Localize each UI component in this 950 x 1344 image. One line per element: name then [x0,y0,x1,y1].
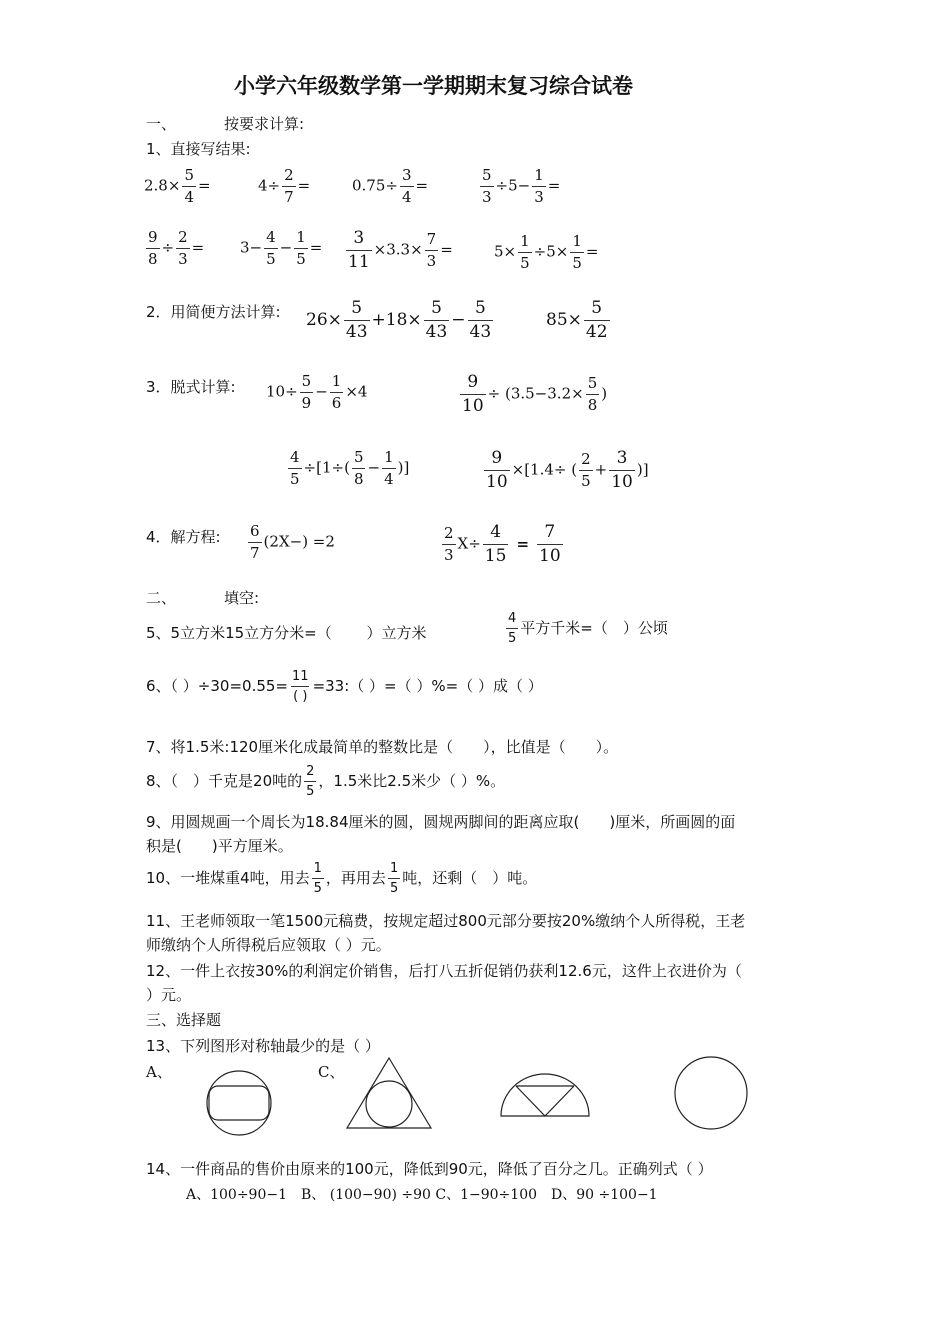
q1-r1-d: $\frac{5}{3}$ ÷5− $\frac{1}{3}$ = [482,166,561,206]
shape-triangle-with-circle [344,1056,434,1132]
shape-semicircle-with-triangle [498,1072,592,1120]
q1-r1-c: 0.75÷ $\frac{3}{4}$ = [352,166,429,206]
q9-line-2: 积是( )平方厘米。 [146,837,293,855]
section-1-heading: 一、 按要求计算: [146,115,305,133]
q12-line-2: ）元。 [146,986,192,1004]
section-2-heading: 二、 填空: [146,589,260,607]
q13-option-c-label: C、 [318,1063,345,1081]
q3-expr-c: $\frac{4}{5}$ ÷[1÷( $\frac{5}{8}$ − $\frac{1}{4}$ )] [290,448,410,488]
q8: 8、（ ）千克是20吨的 $\frac{2}{5}$ ，1.5米比2.5米少（ ）%。 [146,764,506,799]
q3-expr-a: 10÷ $\frac{5}{9}$ − $\frac{1}{6}$ ×4 [266,372,368,412]
q2-label: 2．用简便方法计算: [146,303,281,321]
section-3-heading: 三、选择题 [146,1011,222,1029]
q11-line-2: 师缴纳个人所得税后应领取（ ）元。 [146,936,391,954]
q3-label: 3．脱式计算: [146,378,236,396]
q14-options: A、100÷90−1 B、 (100−90) ÷90 C、1−90÷100 D、90 ÷100−1 [186,1187,658,1203]
shape-circle-with-rectangle [204,1068,274,1138]
q1-r2-d: 5× $\frac{1}{5}$ ÷5× $\frac{1}{5}$ = [494,232,599,272]
shape-circle [672,1054,750,1132]
q7: 7、将1.5米:120厘米化成最简单的整数比是（ ），比值是（ ）。 [146,738,619,756]
q6: 6、（ ）÷30=0.55= $\frac{11}{( )}$ =33:（ ）=（ ）%=（ ）成（ ） [146,669,543,704]
q13-option-a-label: A、 [146,1063,172,1081]
q4-eq-a: $\frac{6}{7}$ (2X−) =2 [250,522,335,562]
q5-part-a: 5、5立方米15立方分米=（ ）立方米 [146,624,427,642]
page-title: 小学六年级数学第一学期期末复习综合试卷 [234,74,633,98]
q3-expr-d: $\frac{9}{10}$ ×[1.4÷ ( $\frac{2}{5}$ + $\frac{3}{10}$ )] [486,448,649,492]
q1-r2-c: $\frac{3}{11}$ ×3.3× $\frac{7}{3}$ = [348,228,453,272]
q9-line-1: 9、用圆规画一个周长为18.84厘米的圆，圆规两脚间的距离应取( )厘米，所画圆的面 [146,813,736,831]
q2-expr-b: 85× $\frac{5}{42}$ [546,298,608,342]
q1-r1-a: 2.8× $\frac{5}{4}$ = [144,166,211,206]
q2-expr-a: 26× $\frac{5}{43}$ +18× $\frac{5}{43}$ − $\frac{5}{43}$ [306,298,492,342]
q4-eq-b: $\frac{2}{3}$ X÷ $\frac{4}{15}$ = $\frac{7}{10}$ [444,522,561,566]
q11-line-1: 11、王老师领取一笔1500元稿费，按规定超过800元部分要按20%缴纳个人所得税，王老 [146,912,746,930]
q3-expr-b: $\frac{9}{10}$ ÷ (3.5−3.2× $\frac{5}{8}$ ) [462,372,608,416]
q5-part-b: $\frac{4}{5}$ 平方千米=（ ）公顷 [508,611,668,646]
q10: 10、一堆煤重4吨，用去 $\frac{1}{5}$ ，再用去 $\frac{1}{5}$ 吨，还剩（ ）吨。 [146,861,538,896]
q1-r2-a: $\frac{9}{8}$ ÷ $\frac{2}{3}$ = [148,228,205,268]
q1-r1-b: 4÷ $\frac{2}{7}$ = [258,166,311,206]
q1-label: 1、直接写结果: [146,140,251,158]
q12-line-1: 12、一件上衣按30%的利润定价销售，后打八五折促销仍获利12.6元，这件上衣进价为（ [146,962,742,980]
q14-text: 14、一件商品的售价由原来的100元，降低到90元，降低了百分之几。正确列式（ ） [146,1160,713,1178]
q4-label: 4．解方程: [146,528,221,546]
q13-text: 13、下列图形对称轴最少的是（ ） [146,1037,380,1055]
q1-r2-b: 3− $\frac{4}{5}$ − $\frac{1}{5}$ = [240,228,323,268]
